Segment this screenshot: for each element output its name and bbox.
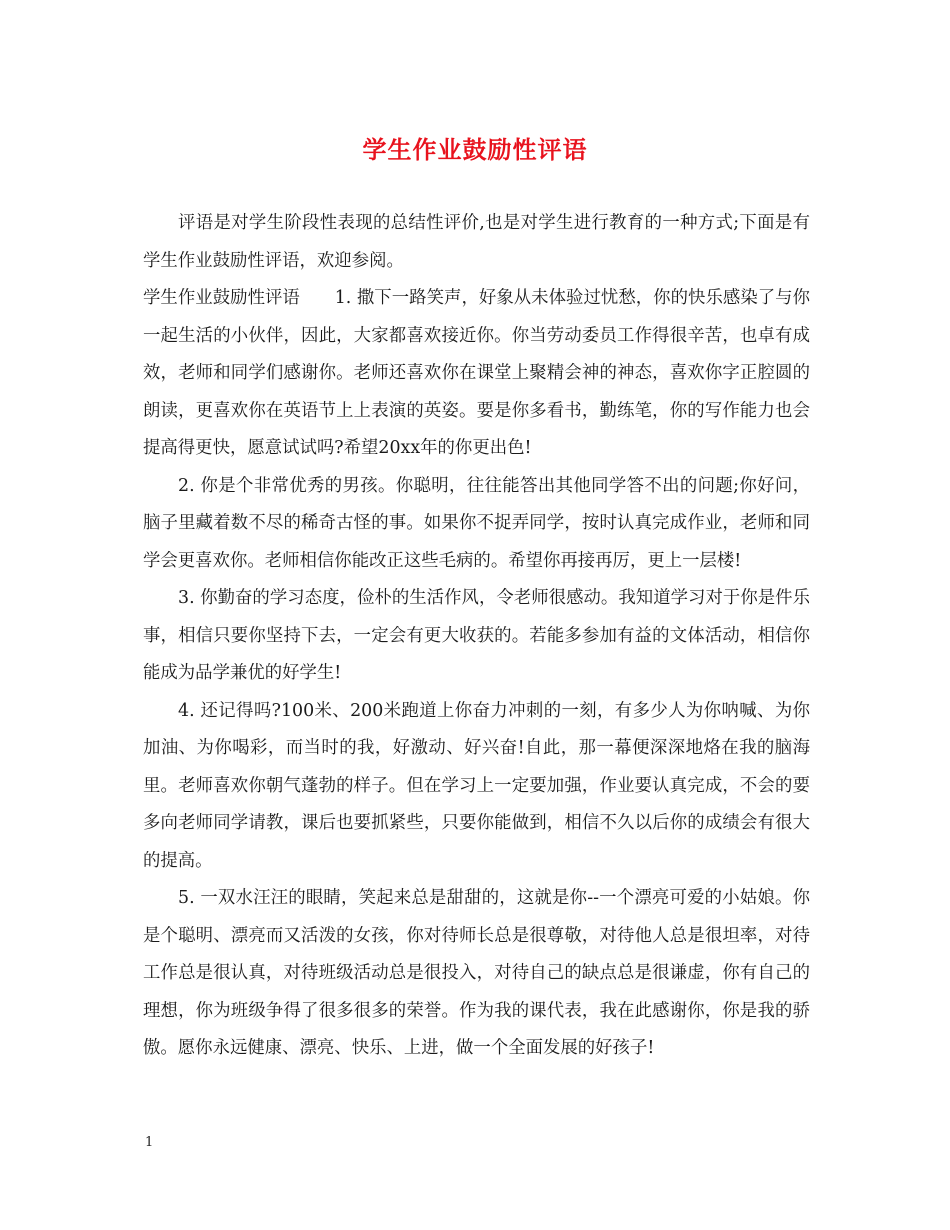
intro-paragraph: 评语是对学生阶段性表现的总结性评价,也是对学生进行教育的一种方式;下面是有学生作业鼓励性评语，欢迎参阅。 — [143, 213, 810, 271]
document-title: 学生作业鼓励性评语 — [362, 135, 588, 164]
comment-paragraph-2: 2. 你是个非常优秀的男孩。你聪明，往往能答出其他同学答不出的问题;你好问，脑子里藏着数不尽的稀奇古怪的事。如果你不捉弄同学，按时认真完成作业，老师和同学会更喜欢你。老师相信你能改正这些毛病的。希望你再接再厉，更上一层楼! — [143, 475, 810, 571]
comment-paragraph-1: 学生作业鼓励性评语 1. 撒下一路笑声，好象从未体验过忧愁，你的快乐感染了与你一起生活的小伙伴，因此，大家都喜欢接近你。你当劳动委员工作得很辛苦，也卓有成效，老师和同学们感谢你。老师还喜欢你在课堂上聚精会神的神态，喜欢你字正腔圆的朗读，更喜欢你在英语节上上表演的英姿。要是你多看书，勤练笔，你的写作能力也会提高得更快，愿意试试吗?希望20xx年的你更出色! — [143, 288, 810, 458]
comment-paragraph-5: 5. 一双水汪汪的眼睛，笑起来总是甜甜的，这就是你--一个漂亮可爱的小姑娘。你是个聪明、漂亮而又活泼的女孩，你对待师长总是很尊敬，对待他人总是很坦率，对待工作总是很认真，对待班级活动总是很投入，对待自己的缺点总是很谦虚，你有自己的理想，你为班级争得了很多很多的荣誉。作为我的课代表，我在此感谢你，你是我的骄傲。愿你永远健康、漂亮、快乐、上进，做一个全面发展的好孩子! — [143, 888, 810, 1058]
page-number: 1 — [145, 1135, 154, 1150]
comment-paragraph-3: 3. 你勤奋的学习态度，俭朴的生活作风，令老师很感动。我知道学习对于你是件乐事，相信只要你坚持下去，一定会有更大收获的。若能多参加有益的文体活动，相信你能成为品学兼优的好学生! — [143, 588, 810, 683]
comment-paragraph-4: 4. 还记得吗?100米、200米跑道上你奋力冲刺的一刻，有多少人为你呐喊、为你加油、为你喝彩，而当时的我，好激动、好兴奋!自此，那一幕便深深地烙在我的脑海里。老师喜欢你朝气蓬勃的样子。但在学习上一定要加强，作业要认真完成，不会的要多向老师同学请教，课后也要抓紧些，只要你能做到，相信不久以后你的成绩会有很大的提高。 — [143, 700, 810, 871]
document-body — [143, 205, 810, 1068]
